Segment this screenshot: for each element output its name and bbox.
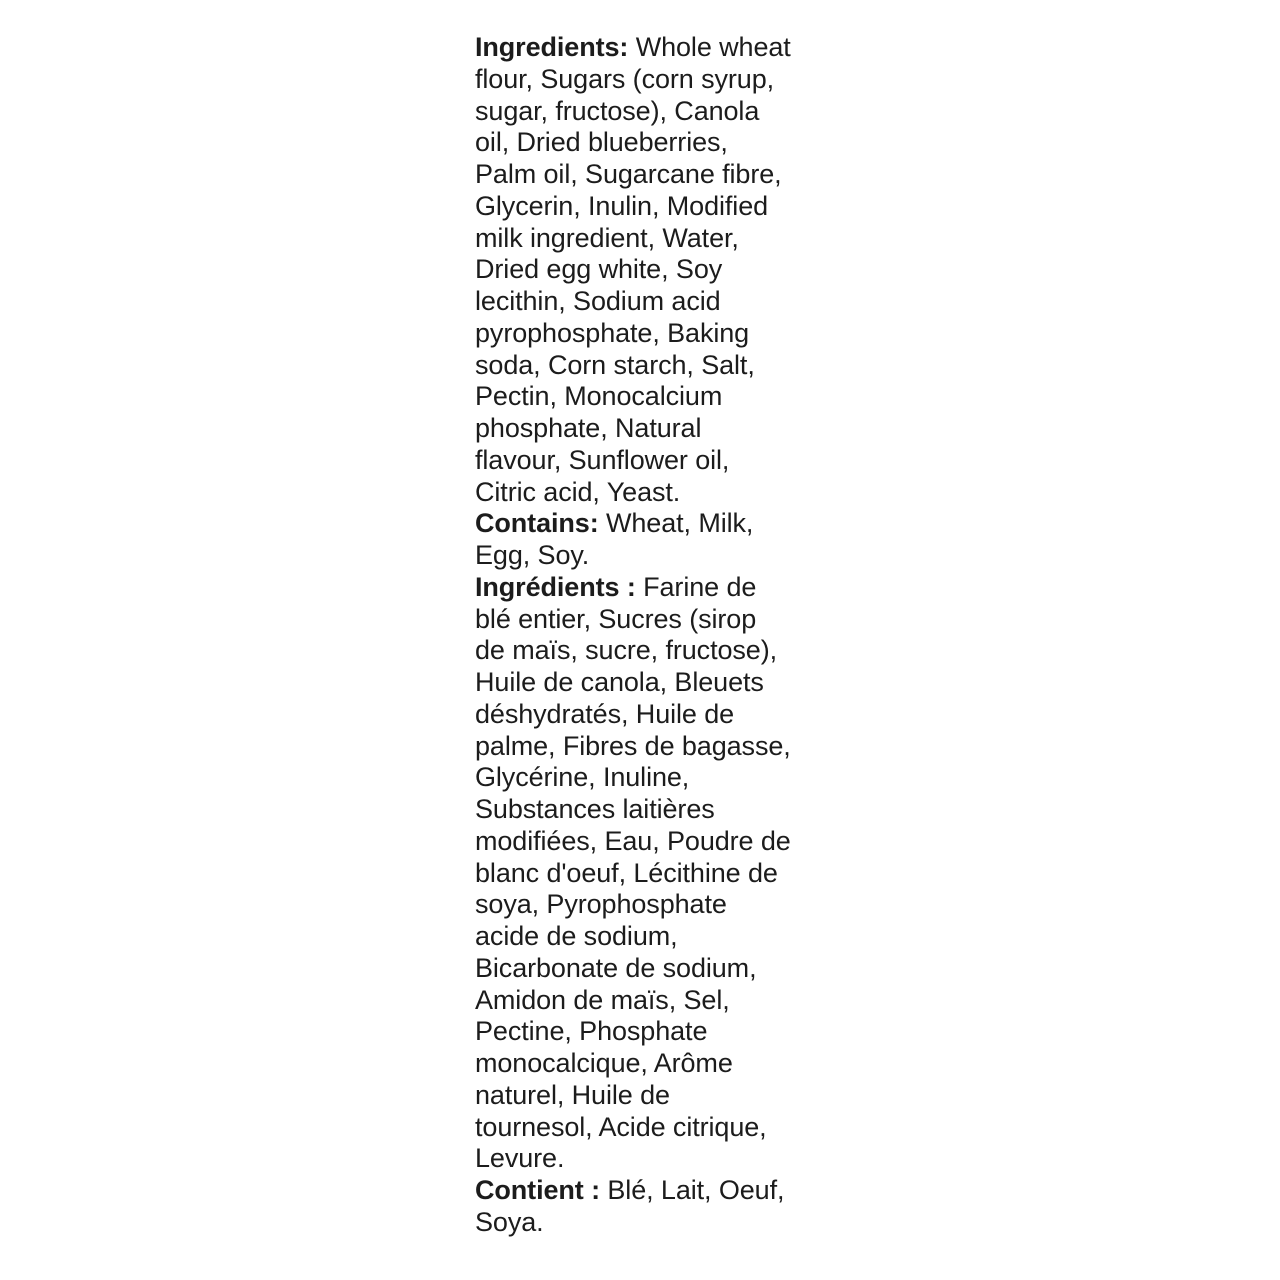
ingredients-fr-line: Amidon de maïs, Sel, bbox=[475, 984, 730, 1015]
ingredients-fr-line: monocalcique, Arôme bbox=[475, 1048, 733, 1078]
ingredients-fr-line: Levure. bbox=[475, 1143, 565, 1174]
ingredients-en-line: Palm oil, Sugarcane fibre, bbox=[475, 159, 782, 189]
ingredients-en-line: lecithin, Sodium acid bbox=[475, 286, 721, 316]
ingredients-fr-line: blé entier, Sucres (sirop bbox=[475, 603, 757, 634]
ingredients-fr-line: Huile de canola, Bleuets bbox=[475, 667, 764, 697]
ingredients-fr-line: déshydratés, Huile de bbox=[475, 698, 735, 729]
ingredients-fr-line: Substances laitières bbox=[475, 794, 715, 824]
ingredients-en-line: flour, Sugars (corn syrup, bbox=[475, 63, 775, 94]
ingredients-en-heading: Ingredients: bbox=[475, 32, 629, 62]
ingredients-en-line: pyrophosphate, Baking bbox=[475, 317, 750, 348]
ingredients-en-line: Glycerin, Inulin, Modified bbox=[475, 190, 769, 221]
contains-fr-line: Soya. bbox=[475, 1206, 544, 1237]
ingredients-en-paragraph bbox=[475, 32, 820, 508]
ingredients-en-line: sugar, fructose), Canola bbox=[475, 95, 760, 126]
contains-en-line: Wheat, Milk, bbox=[598, 508, 754, 539]
ingredients-fr-heading: Ingrédients : bbox=[475, 571, 636, 602]
ingredients-fr-line: tournesol, Acide citrique, bbox=[475, 1111, 767, 1142]
ingredients-fr-line: de maïs, sucre, fructose), bbox=[475, 635, 778, 666]
contains-en-paragraph bbox=[475, 508, 820, 572]
contains-en-heading: Contains: bbox=[475, 508, 599, 539]
ingredients-en-line: oil, Dried blueberries, bbox=[475, 127, 728, 158]
contains-fr-line: Blé, Lait, Oeuf, bbox=[599, 1175, 785, 1205]
contains-fr-paragraph bbox=[475, 1175, 820, 1239]
ingredients-en-line: flavour, Sunflower oil, bbox=[475, 444, 730, 475]
ingredients-fr-line: modifiées, Eau, Poudre de bbox=[475, 825, 791, 856]
ingredients-fr-line: Glycérine, Inuline, bbox=[475, 762, 690, 793]
ingredients-fr-line: naturel, Huile de bbox=[475, 1079, 670, 1110]
ingredients-fr-line: Pectine, Phosphate bbox=[475, 1016, 708, 1047]
ingredients-en-line: Pectin, Monocalcium bbox=[475, 381, 723, 412]
ingredients-fr-line: Bicarbonate de sodium, bbox=[475, 952, 757, 983]
ingredients-fr-line: palme, Fibres de bagasse, bbox=[475, 730, 791, 761]
ingredients-fr-paragraph bbox=[475, 572, 820, 1175]
ingredients-en-line: Citric acid, Yeast. bbox=[475, 476, 681, 507]
ingredient-label bbox=[475, 32, 820, 1239]
ingredients-fr-line: blanc d'oeuf, Lécithine de bbox=[475, 857, 778, 888]
ingredients-fr-line: soya, Pyrophosphate bbox=[475, 889, 727, 920]
ingredients-en-line: soda, Corn starch, Salt, bbox=[475, 349, 755, 380]
contains-en-line: Egg, Soy. bbox=[475, 540, 590, 570]
ingredients-fr-line: Farine de bbox=[635, 571, 757, 602]
ingredients-en-line: Whole wheat bbox=[628, 32, 791, 62]
contains-fr-heading: Contient : bbox=[475, 1175, 600, 1205]
ingredients-en-line: milk ingredient, Water, bbox=[475, 222, 739, 253]
ingredients-en-line: phosphate, Natural bbox=[475, 413, 702, 443]
ingredients-fr-line: acide de sodium, bbox=[475, 921, 678, 951]
ingredients-en-line: Dried egg white, Soy bbox=[475, 254, 723, 285]
